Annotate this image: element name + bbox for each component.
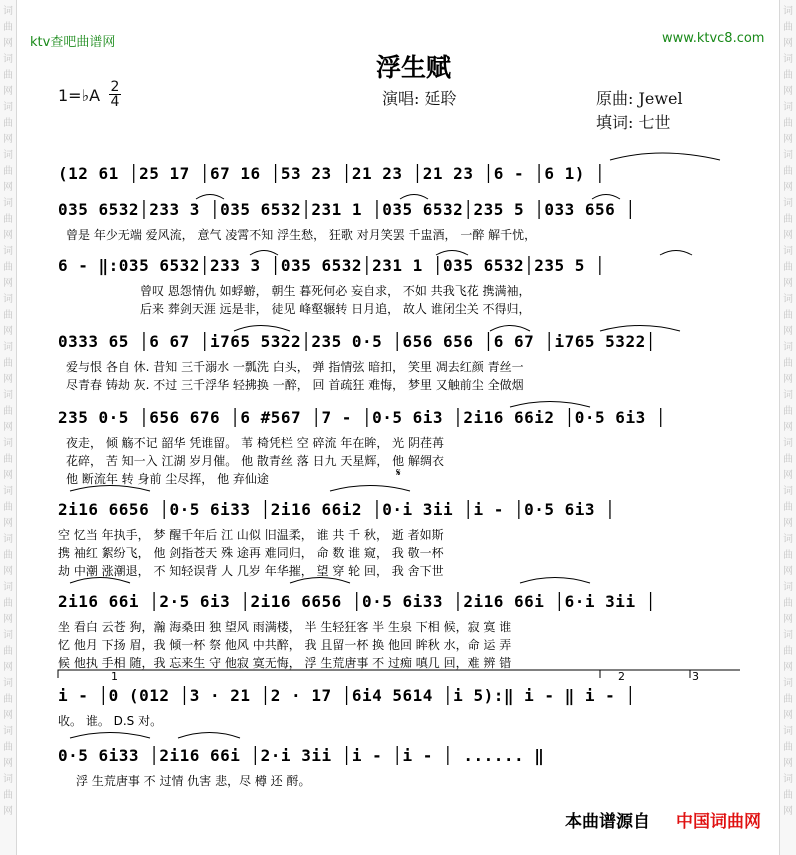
- side-watermark-char: 曲: [3, 406, 13, 417]
- side-watermark-char: 网: [3, 710, 13, 721]
- side-watermark-char: 曲: [783, 646, 793, 657]
- side-watermark-char: 曲: [3, 502, 13, 513]
- side-watermark-char: 曲: [3, 118, 13, 129]
- tie-arc: [660, 251, 692, 256]
- lyric-row-3-verse-1: 曾叹 恩怨情仇 如蜉蝣， 朝生 暮死何必 妄自求， 不如 共我飞花 携满袖，: [140, 284, 531, 298]
- side-watermark-char: 曲: [3, 262, 13, 273]
- side-watermark-char: 曲: [3, 358, 13, 369]
- tie-arc: [196, 195, 224, 200]
- side-watermark-char: 词: [3, 486, 13, 497]
- side-watermark-char: 曲: [783, 118, 793, 129]
- side-watermark-char: 网: [3, 230, 13, 241]
- side-watermark-char: 词: [783, 582, 793, 593]
- volta-second: 2: [618, 670, 625, 683]
- lyric-row-5-verse-2: 花碎， 苦 知一入 江湖 岁月催。 他 散青丝 落 日九 天星辉， 他 解绸衣: [66, 454, 444, 468]
- side-watermark-char: 网: [3, 470, 13, 481]
- lyric-row-9-verse-1: 浮 生荒唐事 不 过情 仇害 悲，尽 樽 还 酹。: [76, 774, 311, 788]
- tie-arc: [510, 402, 590, 408]
- tie-arc: [250, 251, 278, 256]
- original-credit: 原曲: Jewel: [596, 89, 683, 108]
- side-watermark-char: 网: [3, 662, 13, 673]
- side-watermark-char: 词: [3, 294, 13, 305]
- side-watermark-char: 网: [3, 566, 13, 577]
- side-watermark-char: 词: [3, 150, 13, 161]
- staff-row-6: 2i16 6656 │0·5 6i33 │2i16 66i2 │0·i 3ii │i - │0·5 6i3 │: [58, 500, 616, 519]
- key-signature: 1=♭A: [58, 86, 101, 105]
- side-watermark-char: 曲: [783, 742, 793, 753]
- side-watermark-char: 词: [783, 534, 793, 545]
- lyricist-credit: 填词: 七世: [596, 113, 671, 132]
- lyric-row-6-verse-1: 空 忆当 年执手， 梦 醒千年后 江 山似 旧温柔， 谁 共 千 秋， 逝 者如斯: [58, 528, 444, 542]
- singer-credit: 演唱: 延聆: [382, 89, 457, 108]
- side-watermark-char: 词: [3, 6, 13, 17]
- tie-arc: [70, 733, 150, 739]
- lyric-row-8-verse-1: 收。 谁。 D.S 对。: [58, 714, 163, 728]
- side-watermark-char: 词: [783, 486, 793, 497]
- side-watermark-char: 曲: [3, 214, 13, 225]
- tie-arc: [520, 578, 590, 584]
- side-watermark-char: 词: [783, 390, 793, 401]
- side-watermark-char: 网: [3, 38, 13, 49]
- tie-arc: [70, 578, 130, 584]
- volta-first: 1: [111, 670, 118, 683]
- side-watermark-char: 网: [3, 278, 13, 289]
- side-watermark-char: 词: [3, 54, 13, 65]
- side-watermark-char: 词: [783, 774, 793, 785]
- tie-arc: [490, 326, 530, 332]
- side-watermark-char: 曲: [3, 70, 13, 81]
- tie-arc: [330, 486, 410, 492]
- side-watermark-char: 词: [783, 54, 793, 65]
- side-watermark-char: 网: [783, 374, 793, 385]
- side-watermark-char: 曲: [783, 406, 793, 417]
- side-watermark-char: 网: [783, 230, 793, 241]
- side-watermark-char: 网: [3, 806, 13, 817]
- side-watermark-char: 曲: [783, 454, 793, 465]
- side-watermark-char: 曲: [783, 694, 793, 705]
- lyric-row-7-verse-1: 坐 看白 云苍 狗，瀚 海桑田 独 望风 雨满楼， 半 生轻狂客 半 生泉 下相 候，寂 寞 谁: [58, 620, 512, 634]
- side-watermark-char: 网: [783, 614, 793, 625]
- right-site-watermark: www.ktvc8.com: [662, 31, 765, 46]
- side-watermark-char: 网: [783, 470, 793, 481]
- side-watermark-char: 曲: [3, 454, 13, 465]
- tie-arc: [290, 578, 350, 584]
- staff-row-2: 035 6532│233 3 │035 6532│231 1 │035 6532│235 5 │033 656 │: [58, 200, 636, 219]
- side-watermark-char: 词: [3, 246, 13, 257]
- lyric-row-4-verse-1: 爱与恨 各自 休. 昔知 三千溺水 一瓢洗 白头， 弹 指情弦 暗扣， 笑里 凋去红颜 青丝一: [66, 360, 524, 374]
- side-watermark-char: 曲: [783, 214, 793, 225]
- staff-row-1: (12 61 │25 17 │67 16 │53 23 │21 23 │21 23 │6 - │6 1) │: [58, 164, 606, 183]
- tie-arc: [600, 326, 680, 332]
- side-watermark-char: 网: [3, 614, 13, 625]
- side-watermark-char: 曲: [783, 262, 793, 273]
- side-watermark-char: 词: [783, 726, 793, 737]
- side-watermark-char: 网: [783, 182, 793, 193]
- staff-row-9: 0·5 6i33 │2i16 66i │2·i 3ii │i - │i - │ ...... ‖: [58, 746, 545, 765]
- side-watermark-char: 网: [3, 86, 13, 97]
- song-title: 浮生赋: [376, 53, 452, 82]
- lyric-row-4-verse-2: 尽青春 铸劫 灰. 不过 三千浮华 轻拂换 一醉， 回 首疏狂 难悔， 梦里 又触前尘 全做烟: [66, 378, 524, 392]
- side-watermark-char: 网: [783, 326, 793, 337]
- side-watermark-char: 词: [783, 150, 793, 161]
- side-watermark-char: 词: [783, 6, 793, 17]
- side-watermark-char: 曲: [3, 646, 13, 657]
- side-watermark-char: 网: [783, 422, 793, 433]
- side-watermark-char: 网: [783, 278, 793, 289]
- side-watermark-char: 词: [3, 678, 13, 689]
- side-watermark-char: 网: [3, 758, 13, 769]
- side-watermark-char: 曲: [3, 550, 13, 561]
- side-watermark-char: 曲: [783, 358, 793, 369]
- lyric-row-6-verse-2: 携 袖红 絮纷飞， 他 剑指苍天 殊 途再 难同归， 命 数 谁 窥， 我 敬一杯: [58, 546, 444, 560]
- side-watermark-char: 词: [783, 630, 793, 641]
- side-watermark-char: 曲: [3, 22, 13, 33]
- lyric-row-3-verse-2: 后来 葬剑天涯 远是非， 徒见 峰壑辗转 日月追， 故人 谁闭尘关 不得归，: [140, 302, 531, 316]
- side-watermark-char: 词: [3, 726, 13, 737]
- side-watermark-char: 曲: [783, 502, 793, 513]
- side-watermark-char: 网: [3, 326, 13, 337]
- side-watermark-char: 词: [3, 582, 13, 593]
- volta-bracket-3: [690, 670, 740, 678]
- volta-third: 3: [692, 670, 699, 683]
- side-watermark-char: 曲: [783, 22, 793, 33]
- footer-source-label: 本曲谱源自: [565, 812, 650, 832]
- lyric-row-7-verse-2: 忆 他月 下扬 眉，我 倾一杯 祭 他风 中共醉， 我 且留一杯 换 他回 眸秋 水，命 运 弄: [58, 638, 512, 652]
- side-watermark-char: 网: [3, 182, 13, 193]
- side-watermark-char: 词: [3, 342, 13, 353]
- side-watermark-char: 词: [3, 198, 13, 209]
- side-watermark-char: 词: [783, 294, 793, 305]
- side-watermark-char: 网: [783, 662, 793, 673]
- side-watermark-char: 词: [783, 438, 793, 449]
- staff-row-3: 6 - ‖:035 6532│233 3 │035 6532│231 1 │035 6532│235 5 │: [58, 256, 606, 275]
- lyric-row-7-verse-3: 候 他执 手相 随，我 忘来生 守 他寂 寞无悔， 浮 生荒唐事 不 过痴 嗔几 回，难 辨 错: [58, 656, 512, 670]
- side-watermark-char: 曲: [3, 166, 13, 177]
- side-watermark-char: 网: [3, 374, 13, 385]
- side-watermark-char: 网: [3, 134, 13, 145]
- time-signature-top: 2: [110, 79, 120, 95]
- tie-arc: [178, 733, 240, 739]
- staff-row-8: i - │0 (012 │3 · 21 │2 · 17 │6i4 5614 │i 5):‖ i - ‖ i - │: [58, 686, 636, 705]
- time-signature-bottom: 4: [110, 94, 120, 110]
- side-watermark-char: 曲: [3, 742, 13, 753]
- side-watermark-char: 词: [3, 390, 13, 401]
- side-watermark-char: 网: [783, 518, 793, 529]
- side-watermark-char: 词: [3, 774, 13, 785]
- footer-site-name: 中国词曲网: [676, 812, 761, 832]
- side-watermark-char: 词: [3, 534, 13, 545]
- side-watermark-char: 网: [783, 134, 793, 145]
- side-watermark-char: 词: [783, 102, 793, 113]
- side-watermark-char: 网: [783, 38, 793, 49]
- side-watermark-char: 曲: [783, 166, 793, 177]
- side-watermark-char: 网: [783, 710, 793, 721]
- staff-row-5: 235 0·5 │656 676 │6 #567 │7 - │0·5 6i3 │2i16 66i2 │0·5 6i3 │: [58, 408, 666, 427]
- side-watermark-char: 词: [3, 630, 13, 641]
- segno-marker: 𝄋: [396, 466, 401, 479]
- side-watermark-char: 网: [783, 86, 793, 97]
- tie-arc: [400, 195, 428, 200]
- staff-row-7: 2i16 66i │2·5 6i3 │2i16 6656 │0·5 6i33 │2i16 66i │6·i 3ii │: [58, 592, 656, 611]
- side-watermark-char: 曲: [3, 790, 13, 801]
- side-watermark-char: 曲: [783, 790, 793, 801]
- tie-arc: [234, 326, 290, 332]
- side-watermark-char: 网: [783, 806, 793, 817]
- side-watermark-char: 曲: [3, 694, 13, 705]
- side-watermark-char: 曲: [783, 310, 793, 321]
- tie-arc: [592, 195, 620, 200]
- side-watermark-char: 曲: [783, 598, 793, 609]
- side-watermark-char: 曲: [3, 310, 13, 321]
- tie-arc: [610, 153, 720, 160]
- staff-row-4: 0333 65 │6 67 │i765 5322│235 0·5 │656 656 │6 67 │i765 5322│: [58, 332, 656, 351]
- left-site-watermark: ktv查吧曲谱网: [30, 35, 116, 50]
- volta-bracket-2: [600, 670, 690, 678]
- lyric-row-5-verse-3: 他 断流年 转 身前 尘尽挥， 他 弃仙途: [66, 472, 269, 486]
- side-watermark-char: 词: [783, 198, 793, 209]
- tie-arc: [436, 251, 468, 256]
- side-watermark-char: 词: [783, 246, 793, 257]
- side-watermark-char: 网: [3, 422, 13, 433]
- tie-arc: [70, 486, 150, 492]
- side-watermark-char: 曲: [783, 550, 793, 561]
- volta-bracket-1: [58, 670, 600, 678]
- lyric-row-2-verse-1: 曾是 年少无端 爱风流， 意气 凌霄不知 浮生愁， 狂歌 对月笑罢 千盅酒， 一醉 解千忧，: [66, 228, 537, 242]
- side-watermark-char: 曲: [783, 70, 793, 81]
- side-watermark-char: 词: [3, 102, 13, 113]
- lyric-row-5-verse-1: 夜走， 倾 觞不记 韶华 凭谁留。 苇 椅凭栏 空 碎流 年在眸， 光 阴荏苒: [66, 436, 444, 450]
- side-watermark-char: 网: [3, 518, 13, 529]
- side-watermark-char: 网: [783, 566, 793, 577]
- side-watermark-char: 网: [783, 758, 793, 769]
- lyric-row-6-verse-3: 劫 中潮 涨潮退， 不 知轻误背 人 几岁 年华摧， 望 穿 轮 回， 我 舍下世: [58, 564, 444, 578]
- side-watermark-char: 词: [3, 438, 13, 449]
- side-watermark-char: 曲: [3, 598, 13, 609]
- side-watermark-char: 词: [783, 678, 793, 689]
- side-watermark-char: 词: [783, 342, 793, 353]
